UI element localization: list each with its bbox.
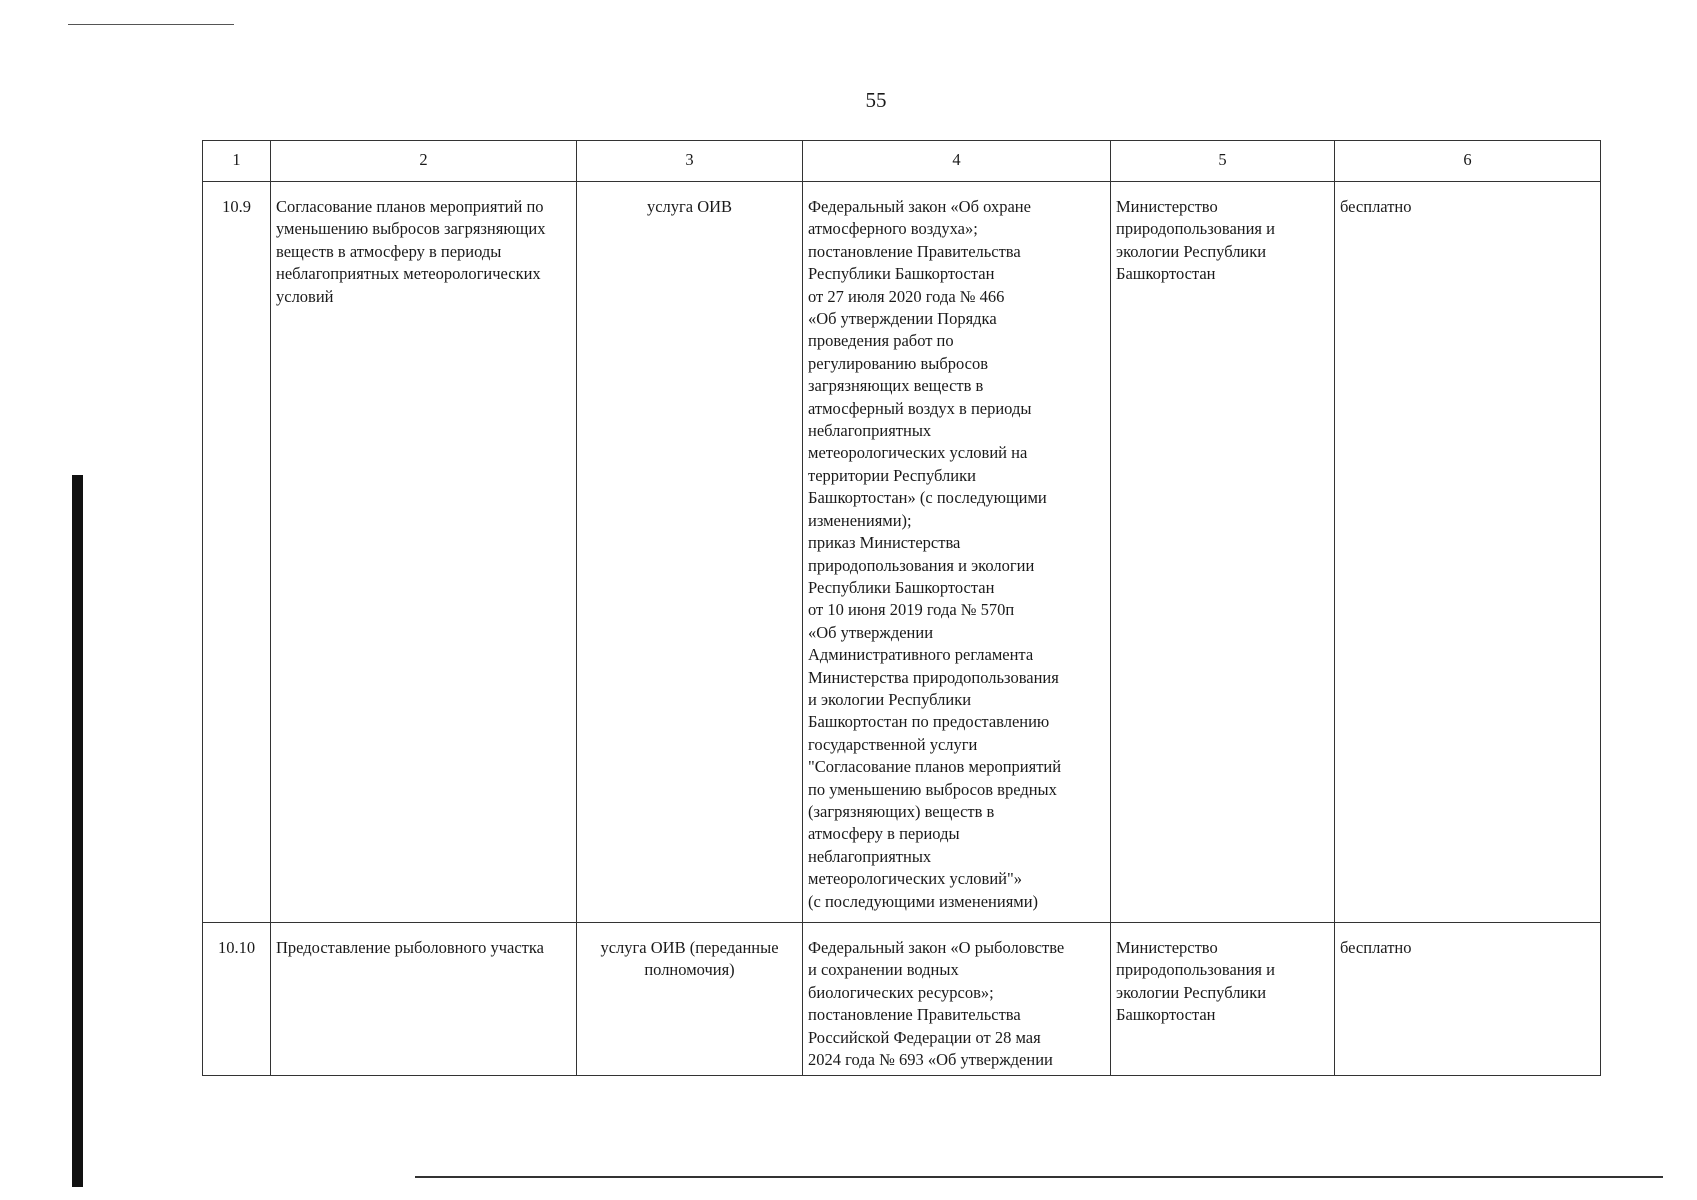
text-line: изменениями);: [808, 510, 912, 530]
authority: [1111, 923, 1335, 1076]
header-cell: 5: [1111, 141, 1335, 182]
text-line: и сохранении водных: [808, 960, 959, 980]
table-header-row: [203, 141, 1601, 182]
text-line: Административного регламента: [808, 645, 1034, 665]
header-cell: 4: [803, 141, 1111, 182]
text-line: территории Республики: [808, 465, 976, 485]
text-line: (загрязняющих) веществ в: [808, 801, 995, 821]
services-table: [202, 140, 1601, 1076]
text-line: постановление Правительства: [808, 241, 1021, 261]
service-name: Согласование планов мероприятий по уменьшению выбросов загрязняющих веществ в атмосферу в периоды неблагоприятных метеорологических условий: [271, 182, 577, 923]
text-line: Башкортостан: [1116, 264, 1216, 284]
text-line: загрязняющих веществ в: [808, 376, 984, 396]
fee: бесплатно: [1335, 182, 1601, 923]
scan-bottom-rule: [415, 1176, 1663, 1178]
service-name: Предоставление рыболовного участка: [271, 923, 577, 1076]
scan-binding-edge: [72, 475, 83, 1187]
row-number: 10.10: [203, 923, 271, 1076]
header-cell: 1: [203, 141, 271, 182]
text-line: "Согласование планов мероприятий: [808, 757, 1062, 777]
header-cell: 2: [271, 141, 577, 182]
text-line: Министерства природопользования: [808, 667, 1059, 687]
text-line: и экологии Республики: [808, 689, 972, 709]
text-line: Федеральный закон «Об охране: [808, 197, 1031, 216]
text-line: от 27 июля 2020 года № 466: [808, 286, 1005, 306]
text-line: природопользования и: [1116, 219, 1275, 239]
header-cell: 3: [577, 141, 803, 182]
row-number: 10.9: [203, 182, 271, 923]
text-line: атмосферный воздух в периоды: [808, 398, 1032, 418]
text-line: Башкортостан по предоставлению: [808, 712, 1050, 732]
text-line: атмосферного воздуха»;: [808, 219, 978, 239]
text-line: (с последующими изменениями): [808, 891, 1039, 911]
text-line: метеорологических условий"»: [808, 869, 1022, 889]
text-line: экологии Республики: [1116, 982, 1267, 1002]
text-line: экологии Республики: [1116, 241, 1267, 261]
text-line: метеорологических условий на: [808, 443, 1028, 463]
scan-top-rule: [68, 24, 234, 25]
text-line: природопользования и экологии: [808, 555, 1035, 575]
fee: бесплатно: [1335, 923, 1601, 1076]
legal-basis: [803, 923, 1111, 1076]
text-line: государственной услуги: [808, 734, 978, 754]
service-type: услуга ОИВ: [577, 182, 803, 923]
text-line: биологических ресурсов»;: [808, 982, 994, 1002]
text-line: проведения работ по: [808, 331, 954, 351]
service-type: услуга ОИВ (переданные полномочия): [577, 923, 803, 1076]
text-line: «Об утверждении Порядка: [808, 309, 997, 329]
text-line: Башкортостан» (с последующими: [808, 488, 1047, 508]
text-line: Министерство: [1116, 197, 1218, 216]
text-line: Республики Башкортостан: [808, 577, 995, 597]
text-line: природопользования и: [1116, 960, 1275, 980]
header-cell: 6: [1335, 141, 1601, 182]
table-row: [203, 182, 1601, 923]
text-line: от 10 июня 2019 года № 570п: [808, 600, 1015, 620]
page-number: 55: [865, 88, 887, 112]
text-line: «Об утверждении: [808, 622, 934, 642]
text-line: Министерство: [1116, 938, 1218, 957]
authority: [1111, 182, 1335, 923]
text-line: по уменьшению выбросов вредных: [808, 779, 1057, 799]
text-line: 2024 года № 693 «Об утверждении: [808, 1050, 1053, 1070]
table-row: [203, 923, 1601, 1076]
text-line: атмосферу в периоды: [808, 824, 960, 844]
text-line: Федеральный закон «О рыболовстве: [808, 938, 1065, 957]
text-line: постановление Правительства: [808, 1005, 1021, 1025]
text-line: неблагоприятных: [808, 846, 932, 866]
text-line: Башкортостан: [1116, 1005, 1216, 1025]
legal-basis: [803, 182, 1111, 923]
text-line: неблагоприятных: [808, 421, 932, 441]
text-line: Российской Федерации от 28 мая: [808, 1027, 1041, 1047]
text-line: приказ Министерства: [808, 533, 961, 553]
text-line: Республики Башкортостан: [808, 264, 995, 284]
text-line: регулированию выбросов: [808, 353, 988, 373]
